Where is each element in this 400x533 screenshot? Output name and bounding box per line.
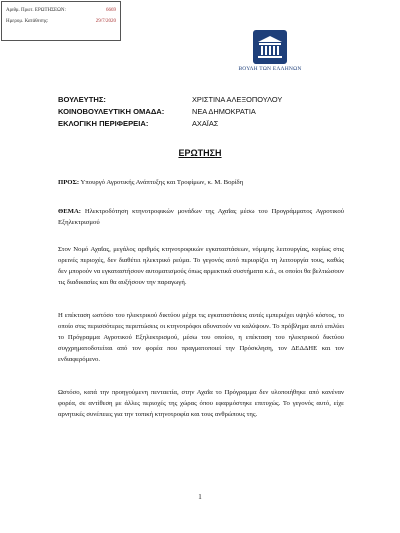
meta-row (58, 118, 358, 130)
date-label: Ημερομ. Κατάθεσης: (6, 19, 49, 24)
recipient-label: ΠΡΟΣ: (58, 179, 80, 186)
meta-value: ΧΡΙΣΤΙΝΑ ΑΛΕΞΟΠΟΥΛΟΥ (192, 95, 283, 104)
author-details (58, 94, 358, 130)
recipient-line (58, 177, 344, 188)
date-value: 29/7/2020 (95, 19, 116, 24)
page-number: 1 (198, 493, 202, 501)
meta-row (58, 106, 358, 118)
meta-label: ΕΚΛΟΓΙΚΗ ΠΕΡΙΦΕΡΕΙΑ: (58, 119, 149, 128)
meta-row (58, 94, 358, 106)
parliament-building-icon (253, 30, 287, 64)
body-paragraph: Στον Νομό Αχαΐας, μεγάλος αριθμός κτηνοτροφικών εγκαταστάσεων, νόμιμης λειτουργίας, κυρίως στις ορεινές περιοχές, δεν διαθέτει ηλεκτρικό ρεύμα. Το γεγονός αυτό περιορίζει τη λειτουργία τους, καθώς δεν μπορούν να εγκαταστήσουν αυτοματισμούς όπως αρμεκτικά συστήματα κ.ά., οι οποίοι θα βελτιώσουν τις διαδικασίες και θα αυξήσουν την παραγωγή. (58, 246, 344, 286)
subject-text: Ηλεκτροδότηση κτηνοτροφικών μονάδων της Αχαΐας μέσω του Προγράμματος Αγροτικού Εξηλεκτρισμού (58, 208, 345, 226)
body-paragraph: Η επέκταση ωστόσο του ηλεκτρικού δικτύου μέχρι τις εγκαταστάσεις αυτές εμπεριέχει υψηλό κόστος, το οποίο στις περισσότερες περιπτώσεις οι κτηνοτρόφοι αδυνατούν να καλύψουν. Το πρόβλημα αυτό επιλύει το Πρόγραμμα Αγροτικού Εξηλεκτρισμού, μέσω του οποίου, η επέκταση του ηλεκτρικού δικτύου συγχρηματοδοτείται από τον φορέα που πραγματοποιεί την Πρόσκληση, τον ΔΕΔΔΗΕ και τον ενδιαφερόμενο. (58, 312, 344, 363)
meta-value: ΝΕΑ ΔΗΜΟΚΡΑΤΙΑ (192, 107, 256, 116)
document-title: ΕΡΩΤΗΣΗ (178, 148, 222, 158)
protocol-label: Αριθμ. Πρωτ. ΕΡΩΤΗΣΕΩΝ: (6, 8, 66, 13)
date-row (6, 16, 116, 27)
subject-label: ΘΕΜΑ: (58, 208, 82, 215)
institution-name: ΒΟΥΛΗ ΤΩΝ ΕΛΛΗΝΩΝ (238, 66, 302, 72)
subject-line (58, 206, 344, 228)
body-paragraph: Ωστόσο, κατά την προηγούμενη πενταετία, στην Αχαΐα το Πρόγραμμα δεν υλοποιήθηκε από κανέναν φορέα, σε αντίθεση με άλλες περιοχές της χώρας όπου εφαρμόστηκε επιτυχώς. Το γεγονός αυτό, είχε αρνητικές συνέπειες για την τοπική κτηνοτροφία και τους ανθρώπους της. (58, 389, 344, 418)
protocol-number: 6669 (106, 8, 116, 13)
protocol-row (6, 5, 116, 16)
meta-label: ΒΟΥΛΕΥΤΗΣ: (58, 95, 106, 104)
parliament-logo (230, 30, 310, 82)
protocol-stamp (1, 1, 121, 41)
recipient-text: Υπουργό Αγροτικής Ανάπτυξης και Τροφίμων, κ. Μ. Βορίδη (80, 179, 244, 186)
meta-value: ΑΧΑΪΑΣ (192, 119, 219, 128)
meta-label: ΚΟΙΝΟΒΟΥΛΕΥΤΙΚΗ ΟΜΑΔΑ: (58, 107, 165, 116)
